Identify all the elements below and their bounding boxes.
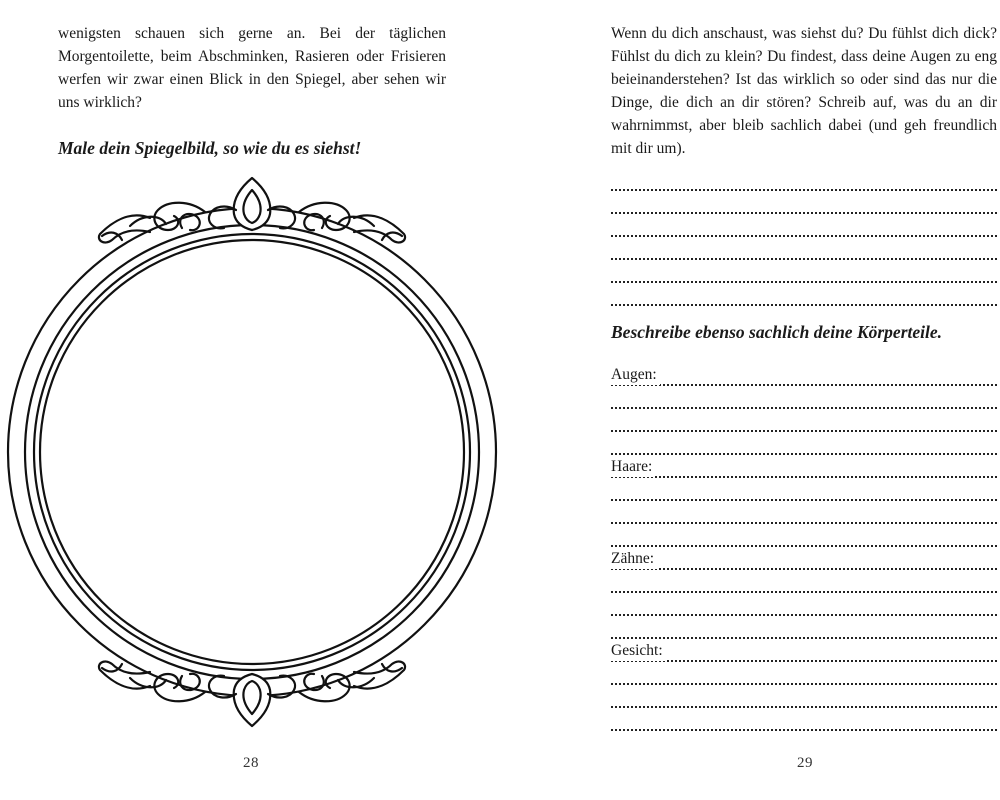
right-intro-paragraph: Wenn du dich anschaust, was siehst du? Du fühlst dich dick? Fühlst du dich zu klein? Du findest, dass deine Augen zu eng beieinanderstehen? Ist das wirklich so oder sind das nur die Dinge, die dich an dir stören? Schreib auf, was du an dir wahrnimmst, aber bleib sachlich dabei (und geh freundlich mit dir um).: [611, 25, 997, 157]
writing-line[interactable]: [611, 283, 997, 306]
body-parts-prompt: Beschreibe ebenso sachlich deine Körperteile.: [611, 322, 943, 342]
writing-line[interactable]: [611, 432, 997, 455]
body-parts-form: [611, 363, 997, 731]
eyes-field[interactable]: [611, 363, 997, 386]
hair-label: Haare:: [611, 457, 655, 477]
mirror-inner-ring: [40, 240, 464, 664]
writing-line[interactable]: [611, 191, 997, 214]
writing-line[interactable]: [611, 501, 997, 524]
page-number-left: 28: [243, 755, 259, 771]
eyes-label: Augen:: [611, 365, 660, 385]
mirror-frame-illustration: [0, 170, 500, 735]
writing-line[interactable]: [611, 168, 997, 191]
writing-line[interactable]: [611, 708, 997, 731]
mirror-middle-ring: [25, 225, 479, 679]
page-number-right: 29: [797, 755, 813, 771]
writing-line[interactable]: [611, 386, 997, 409]
mirror-outer-ring: [8, 208, 496, 696]
face-field[interactable]: [611, 639, 997, 662]
right-page: [500, 0, 1000, 800]
left-intro-paragraph: wenigsten schauen sich gerne an. Bei der täglichen Morgentoilette, beim Abschminken, Rasieren oder Frisieren werfen wir zwar einen Blick in den Spiegel, aber sehen wir uns wirklich?: [58, 25, 446, 111]
hair-field[interactable]: [611, 455, 997, 478]
writing-line[interactable]: [611, 260, 997, 283]
writing-line[interactable]: [611, 478, 997, 501]
writing-line[interactable]: [611, 409, 997, 432]
writing-line[interactable]: [611, 570, 997, 593]
writing-line[interactable]: [611, 616, 997, 639]
writing-line[interactable]: [611, 662, 997, 685]
reflection-writing-lines[interactable]: [611, 168, 997, 306]
mirror-inner-ring-outer: [34, 234, 470, 670]
teeth-label: Zähne:: [611, 549, 657, 569]
face-label: Gesicht:: [611, 641, 666, 661]
writing-line[interactable]: [611, 237, 997, 260]
mirror-drawing-prompt: Male dein Spiegelbild, so wie du es siehst!: [58, 138, 362, 158]
writing-line[interactable]: [611, 593, 997, 616]
writing-line[interactable]: [611, 685, 997, 708]
writing-line[interactable]: [611, 524, 997, 547]
writing-line[interactable]: [611, 214, 997, 237]
teeth-field[interactable]: [611, 547, 997, 570]
